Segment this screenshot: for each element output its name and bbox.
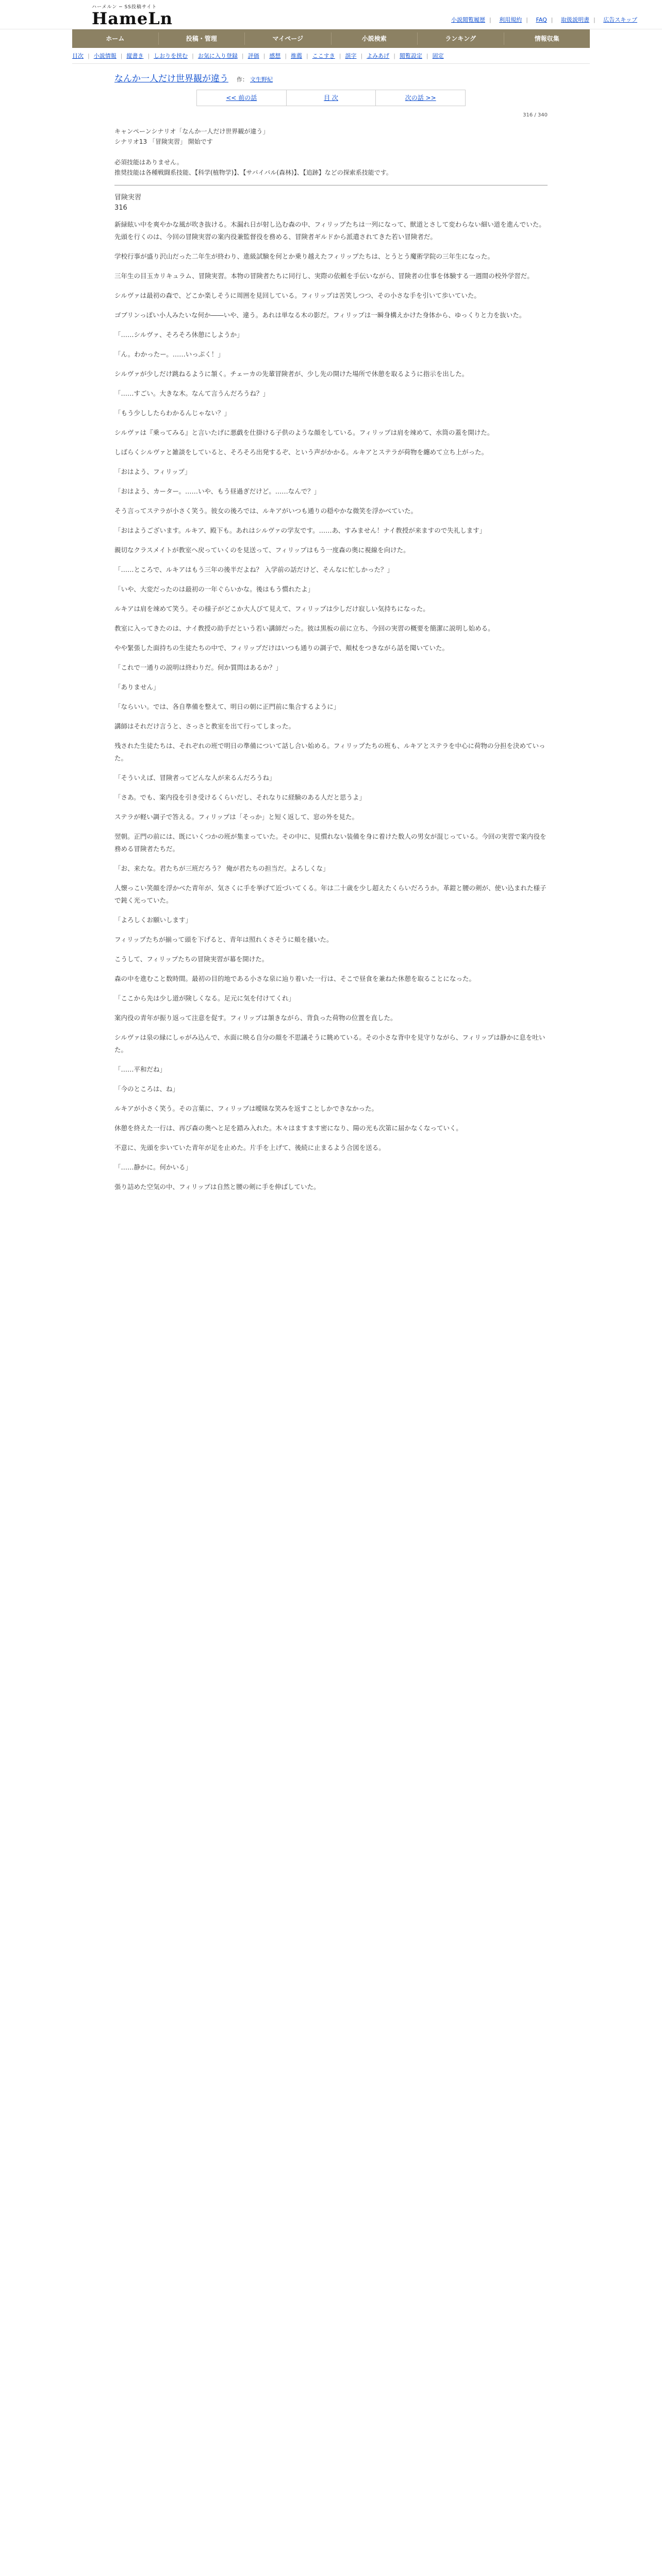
body-paragraph: 「いや、大変だったのは最初の一年ぐらいかな。後はもう慣れたよ」 [114,585,315,593]
main-nav [72,29,590,48]
body-paragraph: 「これで一通りの説明は終わりだ。何か質問はあるか？」 [114,664,283,671]
header-link-ad-skip[interactable]: 広告スキップ [603,16,637,23]
nav-post-manage[interactable]: 投稿・管理 [159,32,245,45]
body-paragraph: 「おはようございます。ルキア、殿下も。あれはシルヴァの学友です。……あ、すみません！ナイ教授が来ますので失礼します」 [114,527,486,534]
author-link[interactable]: 文生野紀 [250,76,273,83]
nav-mypage[interactable]: マイページ [245,32,332,45]
title-row [114,71,548,83]
body-paragraph: 「おはよう、フィリップ」 [114,468,191,476]
novel-subnav: 目次 | 小説情報 | 縦書き | しおりを挟む | お気に入り登録 | 評価 | 感想 | 推薦 | ここすき | 誤字 | よみあげ | 閲覧設定 | 固定 [72,48,590,64]
header-links: 小説閲覧履歴 | 利用規約 | FAQ | 取扱説明書 | 広告スキップ [451,16,637,23]
header-link-terms[interactable]: 利用規約 [499,16,522,23]
header-link-history[interactable]: 小説閲覧履歴 [451,16,486,23]
subnav-novel-info[interactable]: 小説情報 [93,53,117,59]
body-paragraph: 「ん。わかったー。……いっぷく！」 [114,350,224,358]
body-paragraph: 「……平和だね」 [114,1065,167,1073]
body-paragraph: 人懐っこい笑顔を浮かべた青年が、気さくに手を挙げて近づいてくる。年は二十歳を少し超えたくらいだろうか。革鎧と腰の剣が、使い込まれた様子で鈍く光っていた。 [114,884,547,904]
body-paragraph: 学校行事が盛り沢山だった二年生が終わり、進級試験を何とか乗り越えたフィリップたちは、とうとう魔術学院の三年生になった。 [114,252,494,260]
author-label: 作： [237,76,248,83]
site-header [0,0,662,29]
next-chapter-link[interactable]: 次の話 >> [405,94,436,101]
subnav-rate[interactable]: 評価 [247,53,259,59]
body-paragraph: しばらくシルヴァと雑談をしていると、そろそろ出発するぞ、という声がかかる。ルキアとステラが荷物を纏めて立ち上がった。 [114,448,488,456]
body-paragraph: 「……すごい。大きな木。なんて言うんだろうね？」 [114,389,270,397]
pager-top [196,90,466,106]
subnav-bookmark[interactable]: しおりを挟む [154,53,188,59]
nav-home[interactable]: ホーム [72,32,159,45]
body-paragraph: 「ここから先は少し道が険しくなる。足元に気を付けてくれ」 [114,994,295,1002]
body-paragraph: 親切なクラスメイトが教室へ戻っていくのを見送って、フィリップはもう一度森の奥に視線を向けた。 [114,546,410,554]
page-count: 316 / 340 [523,112,548,118]
header-link-manual[interactable]: 取扱説明書 [561,16,589,23]
body-paragraph: 「もう少ししたらわかるんじゃない？」 [114,409,231,417]
body-paragraph: 残された生徒たちは、それぞれの班で明日の準備について話し合い始める。フィリップたちの班も、ルキアとステラを中心に荷物の分担を決めていった。 [114,742,545,762]
subnav-read-aloud[interactable]: よみあげ [367,53,390,59]
body-paragraph: 「ありません」 [114,683,160,691]
subnav-view-settings[interactable]: 閲覧設定 [399,53,422,59]
body-paragraph: 「今のところは、ね」 [114,1085,179,1093]
body-paragraph: 教室に入ってきたのは、ナイ教授の助手だという若い講師だった。彼は黒板の前に立ち、今回の実習の概要を簡潔に説明し始める。 [114,624,494,632]
subnav-recommend[interactable]: 推薦 [291,53,303,59]
preface-line: 必須技能はありません。 [114,159,183,166]
preface-line [114,147,548,157]
body-paragraph: 案内役の青年が振り返って注意を促す。フィリップは頷きながら、背負った荷物の位置を直した。 [114,1014,397,1022]
subnav-vertical[interactable]: 縦書き [126,53,144,59]
body-paragraph: ルキアは肩を竦めて笑う。その様子がどこか大人びて見えて、フィリップは少しだけ寂しい気持ちになった。 [114,605,429,613]
body-paragraph: シルヴァは泉の縁にしゃがみ込んで、水面に映る自分の顔を不思議そうに眺めている。その小さな背中を見守りながら、フィリップは静かに息を吐いた。 [114,1033,545,1054]
subnav-toc[interactable]: 目次 [72,53,84,59]
body-paragraph: 「よろしくお願いします」 [114,916,192,924]
body-paragraph: 「おはよう、カーター。……いや、もう昼過ぎだけど。……なんで？」 [114,487,321,495]
body-paragraph: 翌朝。正門の前には、既にいくつかの班が集まっていた。その中に、見慣れない装備を身に着けた数人の男女が混じっている。今回の実習で案内役を務める冒険者たちだ。 [114,833,547,853]
nav-ranking[interactable]: ランキング [418,32,504,45]
logo-text: HameLn [92,9,173,28]
subnav-kokosuki[interactable]: ここすき [312,53,335,59]
body-paragraph: そう言ってステラが小さく笑う。彼女の後ろでは、ルキアがいつも通りの穏やかな微笑を浮かべていた。 [114,507,418,515]
body-paragraph: シルヴァは『乗ってみる』と言いたげに悪戯を仕掛ける子供のような顔をしている。フィリップは肩を竦めて、水筒の蓋を開けた。 [114,429,494,436]
body-paragraph: ルキアが小さく笑う。その言葉に、フィリップは曖昧な笑みを返すことしかできなかった。 [114,1105,378,1112]
body-paragraph: 森の中を進むこと数時間。最初の目的地である小さな泉に辿り着いた一行は、そこで昼食を兼ねた休憩を取ることになった。 [114,975,476,982]
body-paragraph: 「そういえば、冒険者ってどんな人が来るんだろうね」 [114,774,276,782]
chapter-number: 316 [114,204,127,212]
preface-line: 推奨技能は各種戦闘系技能、【科学(植物学)】、【サバイバル(森林)】、【追跡】などの探索系技能です。 [114,169,392,176]
body-paragraph: シルヴァは最初の森で、どこか楽しそうに周囲を見回している。フィリップは苦笑しつつ、その小さな手を引いて歩いていた。 [114,292,481,299]
subnav-typo[interactable]: 誤字 [345,53,357,59]
chapter-title: 冒険実習 [114,194,142,201]
body-paragraph: 「……ところで、ルキアはもう三年の後半だよね？ 入学前の話だけど、そんなに忙しかった？」 [114,566,394,573]
body-paragraph: 講師はそれだけ言うと、さっさと教室を出て行ってしまった。 [114,722,295,730]
body-paragraph: 休憩を終えた一行は、再び森の奥へと足を踏み入れた。木々はますます密になり、陽の光も次第に届かなくなっていく。 [114,1124,462,1132]
body-paragraph: 「お、来たな。君たちが三班だろう？ 俺が君たちの担当だ。よろしくな」 [114,865,329,872]
body-paragraph: 「……静かに。何かいる」 [114,1163,192,1171]
body-paragraph: 不意に、先頭を歩いていた青年が足を止めた。片手を上げて、後続に止まるよう合図を送る。 [114,1144,385,1151]
subnav-pin[interactable]: 固定 [432,53,444,59]
body-paragraph: フィリップたちが揃って頭を下げると、青年は照れくさそうに頬を掻いた。 [114,936,333,943]
chapter-body [114,218,548,1193]
logo-subtitle: ハーメルン ─ SS投稿サイト [92,5,157,10]
subnav-favorite[interactable]: お気に入り登録 [197,53,238,59]
preface-line: シナリオ13 「冒険実習」 開始です [114,138,213,145]
toc-link[interactable]: 目 次 [287,90,376,106]
body-paragraph: シルヴァが少しだけ跳ねるように頷く。チェーカの先輩冒険者が、少し先の開けた場所で休憩を取るように指示を出した。 [114,370,469,378]
preface [114,126,548,178]
site-logo[interactable] [92,3,200,27]
body-paragraph: 三年生の目玉カリキュラム、冒険実習。本物の冒険者たちに同行し、実際の依頼を手伝いながら、冒険者の仕事を体験する一週間の校外学習だ。 [114,272,534,280]
body-paragraph: 「ならいい。では、各自準備を整えて、明日の朝に正門前に集合するように」 [114,703,340,710]
body-paragraph: 新緑眩い中を爽やかな風が吹き抜ける。木漏れ日が射し込む森の中、フィリップたちは一列になって、獣道とさして変わらない細い道を進んでいた。先頭を行くのは、今回の冒険実習の案内役兼監督役を務める、冒険者ギルドから派遣されてきた若い冒険者だ。 [114,221,545,241]
prev-chapter-link[interactable]: << 前の話 [197,90,287,106]
body-paragraph: 「……シルヴァ、そろそろ休憩にしようか」 [114,331,243,338]
novel-content [114,71,548,1193]
body-paragraph: ゴブリンっぽい小人みたいな何か――いや、違う。あれは単なる木の影だ。フィリップは一瞬身構えかけた身体から、ゆっくりと力を抜いた。 [114,311,526,319]
novel-title[interactable]: なんか一人だけ世界観が違う [114,74,228,84]
body-paragraph: ステラが軽い調子で答える。フィリップは「そっか」と短く返して、窓の外を見た。 [114,813,359,821]
author [237,75,273,83]
preface-line: キャンペーンシナリオ「なんか一人だけ世界観が違う」 [114,128,269,135]
body-paragraph: 張り詰めた空気の中、フィリップは自然と腰の剣に手を伸ばしていた。 [114,1183,320,1191]
body-paragraph: やや緊張した面持ちの生徒たちの中で、フィリップだけはいつも通りの調子で、頬杖をつきながら話を聞いていた。 [114,644,449,652]
header-link-faq[interactable]: FAQ [536,16,547,23]
subnav-comment[interactable]: 感想 [269,53,281,59]
body-paragraph: 「さあ。でも、案内役を引き受けるくらいだし、それなりに経験のある人だと思うよ」 [114,793,366,801]
nav-info[interactable]: 情報収集 [534,35,559,42]
body-paragraph: こうして、フィリップたちの冒険実習が幕を開けた。 [114,955,269,963]
nav-search[interactable]: 小説検索 [332,32,418,45]
